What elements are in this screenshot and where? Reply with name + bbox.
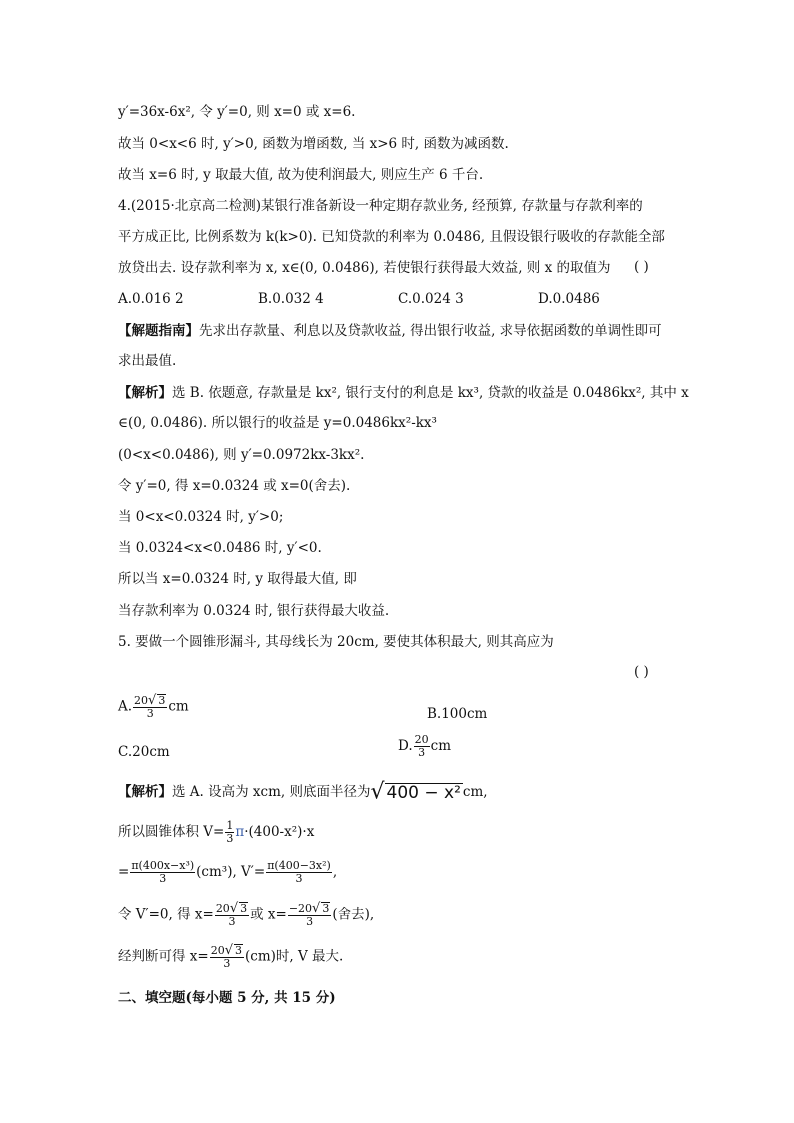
fraction: $\frac{20√ 3}{3}$	[215, 901, 248, 928]
solution-text: (cm)时, V 最大.	[245, 948, 344, 965]
fraction: $\frac{-20√ 3}{3}$	[288, 901, 330, 928]
solution-tag: 【解析】	[118, 784, 172, 800]
hint-text: 先求出存款量、利息以及贷款收益, 得出银行收益, 求导依据函数的单调性即可	[199, 323, 662, 339]
solution-5-line	[118, 860, 337, 885]
solution-5-line	[118, 902, 374, 928]
denominator: 3	[228, 915, 236, 928]
solution-4-line: 所以当 x=0.0324 时, y 取得最大值, 即	[118, 571, 357, 587]
solution-4-line: ∈(0, 0.0486). 所以银行的收益是 y=0.0486kx²-kx³	[118, 415, 437, 431]
option-c: C.0.024 3	[398, 291, 464, 307]
question-4-stem: 4.(2015·北京高二检测)某银行准备新设一种定期存款业务, 经预算, 存款量与存款利率的	[118, 198, 643, 214]
option-label: A.	[118, 698, 133, 715]
fraction	[266, 860, 332, 885]
option-b: B.100cm	[427, 706, 488, 722]
solution-text: ,	[332, 864, 338, 880]
option-c: C.20cm	[118, 744, 170, 760]
solution-4-line	[118, 384, 689, 402]
solution-text: =	[118, 864, 130, 880]
solution-text: (cm³), V′=	[196, 864, 266, 880]
numerator: π(400x−x³)	[131, 859, 195, 872]
option-d	[398, 734, 451, 759]
radicand: 3	[158, 694, 166, 707]
solution-tag: 【解析】	[118, 385, 172, 401]
denominator: 3	[159, 872, 167, 885]
solution-text: 所以圆锥体积 V=	[118, 824, 225, 840]
denominator: 3	[226, 832, 234, 845]
numerator: 20	[414, 733, 429, 746]
solution-text: 选 A. 设高为 xcm, 则底面半径为	[172, 784, 371, 800]
section-heading: 二、填空题(每小题 5 分, 共 15 分)	[118, 990, 336, 1006]
fraction	[130, 860, 195, 885]
option-a: A.0.016 2	[118, 291, 184, 307]
denominator: 3	[418, 746, 426, 759]
solution-text: 或 x=	[250, 906, 287, 923]
numerator: 20	[210, 944, 225, 957]
solution-text: cm,	[462, 784, 488, 800]
text-line: 故当 0<x<6 时, y′>0, 函数为增函数, 当 x>6 时, 函数为减函数.	[118, 136, 509, 152]
answer-paren: ( )	[634, 259, 649, 275]
text-line: 故当 x=6 时, y 取最大值, 故为使利润最大, 则应生产 6 千台.	[118, 167, 484, 183]
denominator: 3	[223, 957, 231, 970]
denominator: 3	[306, 915, 314, 928]
text-line: y′=36x-6x², 令 y′=0, 则 x=0 或 x=6.	[118, 104, 356, 120]
solution-5-line: 【解析】选 A. 设高为 xcm, 则底面半径为√ 400 − x² cm,	[118, 779, 488, 805]
numerator: 20	[215, 902, 230, 915]
question-5-stem: 5. 要做一个圆锥形漏斗, 其母线长为 20cm, 要使其体积最大, 则其高应为	[118, 634, 554, 650]
hint-line: 求出最值.	[118, 353, 177, 369]
solution-text: 令 V′=0, 得 x=	[118, 906, 214, 923]
hint-line	[118, 322, 662, 340]
solution-4-line: 当 0<x<0.0324 时, y′>0;	[118, 509, 284, 525]
solution-4-line: (0<x<0.0486), 则 y′=0.0972kx-3kx².	[118, 447, 365, 463]
numerator: 20	[134, 694, 149, 707]
fraction: $\frac{20√ 3}{3}$	[210, 943, 243, 970]
solution-4-line: 当存款利率为 0.0324 时, 银行获得最大收益.	[118, 603, 390, 619]
solution-5-line	[118, 820, 314, 845]
radicand: 3	[235, 944, 243, 957]
solution-text: 经判断可得 x=	[118, 948, 209, 965]
solution-text: (舍去),	[332, 906, 375, 923]
solution-4-line: 当 0.0324<x<0.0486 时, y′<0.	[118, 540, 322, 556]
numerator: −20	[288, 902, 313, 915]
solution-text: 选 B. 依题意, 存款量是 kx², 银行支付的利息是 kx³, 贷款的收益是 0.0486kx², 其中 x	[172, 385, 689, 401]
radicand: 3	[322, 902, 330, 915]
fraction: $\frac{20√ 3}{3}$	[134, 693, 166, 720]
pi-symbol: π	[235, 824, 245, 840]
numerator: 1	[226, 819, 234, 832]
hint-tag: 【解题指南】	[118, 323, 199, 339]
fraction	[225, 820, 234, 845]
radicand: 400 − x²	[386, 783, 461, 803]
option-label: D.	[398, 738, 413, 754]
question-4-stem: 放贷出去. 设存款利率为 x, x∈(0, 0.0486), 若使银行获得最大效益, 则 x 的取值为	[118, 260, 611, 276]
unit: cm	[168, 698, 189, 715]
answer-paren: ( )	[634, 664, 649, 680]
option-a	[118, 694, 189, 720]
radicand: 3	[240, 902, 248, 915]
fraction	[414, 734, 430, 759]
numerator: π(400−3x²)	[267, 859, 331, 872]
solution-5-line	[118, 944, 343, 970]
solution-text: ·(400-x²)·x	[244, 824, 315, 840]
option-b: B.0.032 4	[258, 291, 324, 307]
denominator: 3	[295, 872, 303, 885]
option-d: D.0.0486	[538, 291, 600, 307]
solution-4-line: 令 y′=0, 得 x=0.0324 或 x=0(舍去).	[118, 478, 351, 494]
unit: cm	[430, 738, 452, 754]
question-4-stem: 平方成正比, 比例系数为 k(k>0). 已知贷款的利率为 0.0486, 且假设银行吸收的存款能全部	[118, 229, 665, 245]
denominator: 3	[146, 707, 154, 720]
